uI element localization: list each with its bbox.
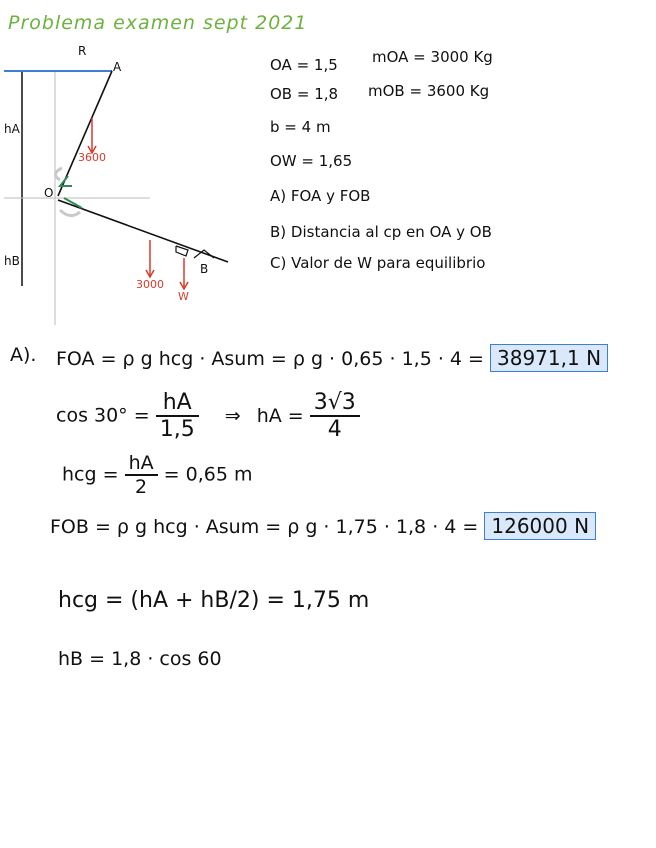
label-r: R	[78, 44, 87, 58]
given-oa: OA = 1,5	[270, 56, 338, 74]
solution-line-2	[56, 390, 360, 442]
given-ob: OB = 1,8	[270, 85, 339, 103]
given-ow: OW = 1,65	[270, 152, 353, 170]
solution-line-4	[50, 514, 596, 538]
part-label: A).	[10, 344, 37, 366]
question-a: A) FOA y FOB	[270, 187, 371, 205]
hcg-lhs: hcg =	[62, 463, 119, 486]
hcg-rhs: = 0,65 m	[163, 463, 253, 486]
foa-result: 38971,1 N	[490, 344, 608, 372]
label-hb: hB	[4, 254, 20, 268]
load-label-w: W	[178, 290, 189, 303]
question-c: C) Valor de W para equilibrio	[270, 254, 486, 272]
reaction-arrow-oa	[60, 176, 72, 186]
fob-expression: FOB = ρ g hcg · Asum = ρ g · 1,75 · 1,8 · 4 =	[50, 516, 479, 538]
load-label-oa: 3600	[78, 151, 106, 164]
load-label-ob: 3000	[136, 278, 164, 291]
label-ha: hA	[4, 122, 20, 136]
solution-line-6: hB = 1,8 · cos 60	[58, 648, 222, 670]
given-b: b = 4 m	[270, 118, 331, 136]
ha-lhs: hA =	[256, 404, 304, 427]
given-moa: mOA = 3000 Kg	[372, 48, 493, 66]
solution-line-1	[56, 346, 608, 370]
label-b: B	[200, 262, 209, 276]
page-title: Problema examen sept 2021	[8, 12, 308, 34]
angle-arc-upper	[55, 168, 62, 180]
label-o: O	[44, 186, 54, 200]
given-mob: mOB = 3600 Kg	[368, 82, 490, 100]
fob-result: 126000 N	[484, 512, 596, 540]
label-a: A	[113, 60, 122, 74]
ha-fraction: $\frac{3√3}{4}$	[310, 390, 360, 442]
solution-line-5: hcg = (hA + hB/2) = 1,75 m	[58, 588, 370, 613]
cos-lhs: cos 30° =	[56, 404, 150, 427]
hcg-fraction: $\frac{hA}{2}$	[125, 452, 158, 498]
solution-line-3	[62, 452, 252, 498]
plate-ob	[58, 200, 228, 262]
foa-expression: FOA = ρ g hcg · Asum = ρ g · 0,65 · 1,5 · 4 =	[56, 348, 484, 370]
question-b: B) Distancia al cp en OA y OB	[270, 223, 492, 241]
cos-fraction: $\frac{hA}{1,5}$	[156, 390, 199, 442]
angle-arc-lower	[60, 210, 80, 216]
implies-arrow: ⇒	[224, 404, 241, 427]
